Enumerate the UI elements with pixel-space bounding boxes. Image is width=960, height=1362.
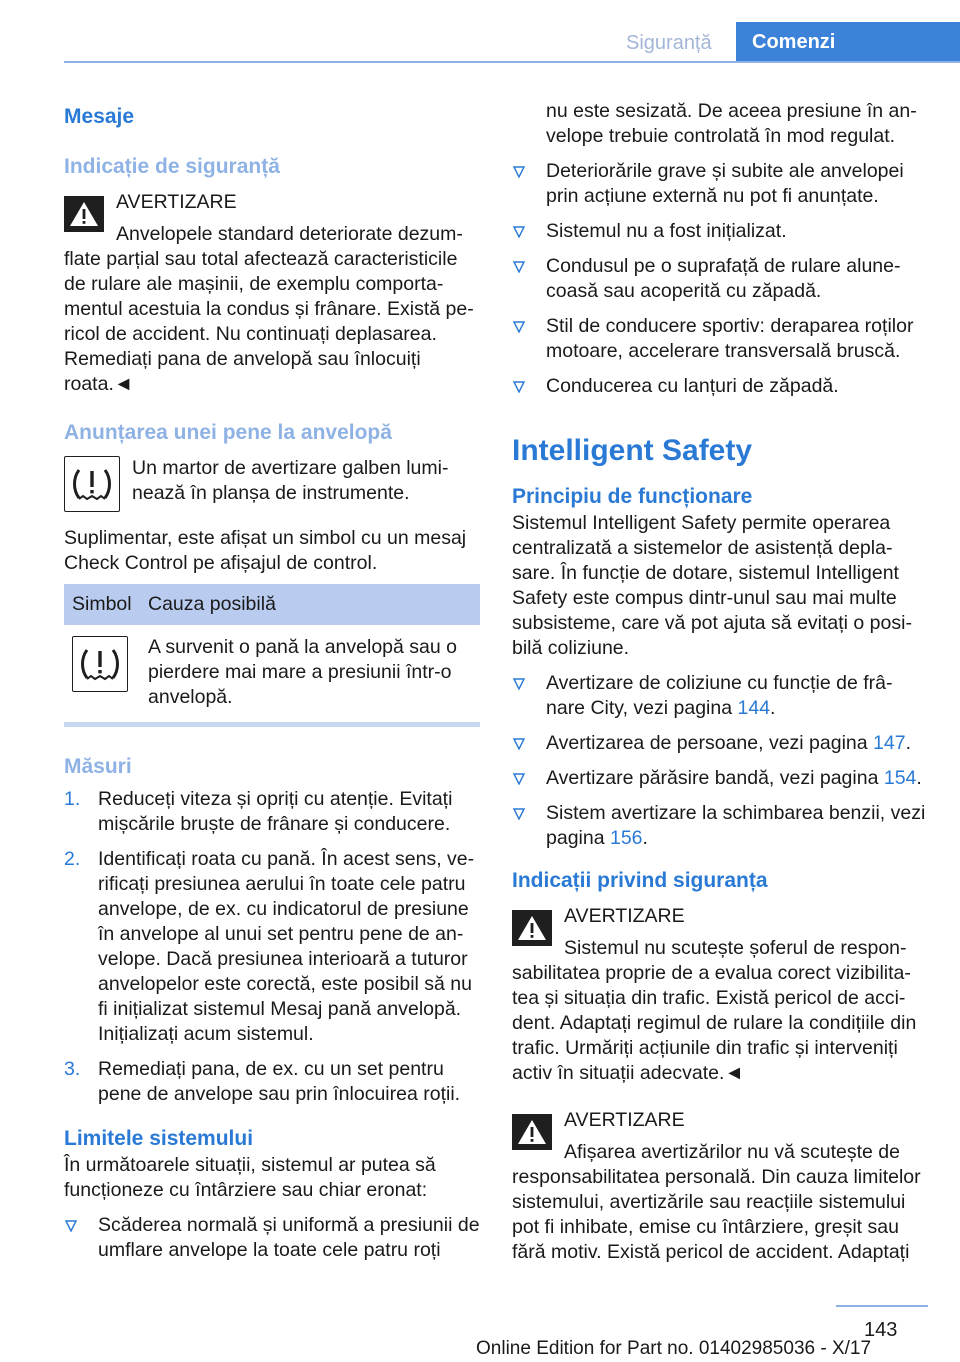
symbol-table: [64, 584, 480, 720]
bullet-triangle-icon: [512, 314, 546, 364]
footer-divider: [836, 1305, 928, 1307]
subsystems-list: [512, 671, 928, 851]
warning-block-1: [64, 190, 480, 397]
bullet-triangle-icon: [512, 671, 546, 721]
list-item: Avertizare părăsire bandă, vezi pagina 154.: [512, 766, 928, 791]
tire-pressure-symbol-icon: [72, 636, 128, 692]
bullet-triangle-icon: [512, 219, 546, 244]
table-bottom-rule: [64, 722, 480, 727]
heading-limitele-sistemului: Limitele sistemului: [64, 1127, 254, 1150]
bullet-triangle-icon: [64, 1213, 98, 1263]
bullet-triangle-icon: [512, 766, 546, 791]
list-item: Conducerea cu lanțuri de zăpadă.: [512, 374, 928, 399]
page-link-147[interactable]: 147: [873, 732, 906, 754]
indicator-description: Un martor de avertizare galben lumi-nează în planșa de instrumente.: [132, 457, 449, 504]
page-number: 143: [864, 1319, 898, 1341]
warning-block-3: [512, 1108, 928, 1265]
heading-anuntare-pana: Anunțarea unei pene la anvelopă: [64, 421, 392, 444]
warning-text: responsabilitatea personală. Din cauza limitelor sistemului, avertizările sau reacțiile sistemului pot fi inhibate, emise cu întârziere, greșit sau fără motiv. Există pericol de accident. Adaptați: [512, 1166, 921, 1263]
heading-mesaje: Mesaje: [64, 105, 135, 128]
warning-text-first-line: Afișarea avertizărilor nu vă scutește de: [564, 1141, 900, 1163]
warning-title: AVERTIZARE: [564, 1109, 685, 1131]
bullet-triangle-icon: [512, 159, 546, 209]
list-item: Avertizare de coliziune cu funcție de frâ-nare City, vezi pagina 144.: [512, 671, 928, 721]
indicator-lamp-row: [64, 456, 480, 512]
heading-intelligent-safety: Intelligent Safety: [512, 434, 753, 467]
limits-list: [64, 1213, 480, 1263]
header-divider: [64, 61, 960, 63]
list-item: Deteriorările grave și subite ale anvelopei prin acțiune externă nu pot fi anunțate.: [512, 159, 928, 209]
table-header-simbol: Simbol: [64, 584, 140, 625]
list-item: Sistem avertizare la schimbarea benzii, vezi pagina 156.: [512, 801, 928, 851]
page-link-144[interactable]: 144: [737, 697, 771, 719]
warning-triangle-icon: [512, 910, 552, 946]
heading-principiu-functionare: Principiu de funcționare: [512, 485, 753, 508]
limits-list-continued: [512, 159, 928, 399]
table-header-cauza: Cauza posibilă: [140, 584, 480, 625]
header-chapter-tab: Comenzi: [736, 22, 960, 62]
warning-text: flate parțial sau total afectează caracteristicile de rulare ale mașinii, de exemplu comporta-mentul acestuia la condus și frânare. Există pe-ricol de accident. Nu continuați deplasarea. Remediați pana de anvelopă sau înlocuiți roata.◄: [64, 248, 474, 395]
warning-text: sabilitatea proprie de a evalua corect vizibilita-tea și situația din trafic. Există pericol de acci-dent. Adaptați regimul de rulare la condițiile din trafic. Urmăriți acțiunile din trafic și interveniți activ în situații adecvate.◄: [512, 962, 917, 1084]
list-item: 2. Identificați roata cu pană. În acest sens, ve-rificați presiunea aerului în toate cele patru anvelope, de ex. cu indicatorul de presiune în anvelope al unui set pentru pene de an-velope. Dacă presiunea interioară a tuturor anvelopelor este corectă, este posibil să nu fi inițializat sistemul Mesaj pană anvelopă. Inițializați acum sistemul.: [64, 848, 475, 1045]
bullet-triangle-icon: [512, 254, 546, 304]
principle-text: Sistemul Intelligent Safety permite operarea centralizată a sistemelor de asistență depla-sare. În funcție de dotare, sistemul Intelligent Safety este compus dintr-unul sau mai multe subsisteme, care vă pot ajuta să evitați o posi-bilă coliziune.: [512, 512, 912, 659]
bullet-triangle-icon: [512, 731, 546, 756]
tire-pressure-warning-icon: [64, 456, 120, 512]
bullet-triangle-icon: [512, 801, 546, 851]
warning-title: AVERTIZARE: [116, 191, 237, 213]
list-item: Stil de conducere sportiv: deraparea roților motoare, accelerare transversală bruscă.: [512, 314, 928, 364]
steps-list: [64, 787, 480, 1107]
page-link-156[interactable]: 156: [609, 827, 643, 849]
list-item: Condusul pe o suprafață de rulare alune-coasă sau acoperită cu zăpadă.: [512, 254, 928, 304]
right-column: [512, 99, 928, 1265]
limits-intro: În următoarele situații, sistemul ar putea să funcționeze cu întârziere sau chiar eronat:: [64, 1154, 436, 1201]
table-cell-cauza: A survenit o pană la anvelopă sau o pierdere mai mare a presiunii într-o anvelopă.: [148, 636, 457, 708]
warning-text-first-line: Sistemul nu scutește șoferul de respon-: [564, 937, 907, 959]
warning-title: AVERTIZARE: [564, 905, 685, 927]
bullet-triangle-icon: [512, 374, 546, 399]
list-item: 3. Remediați pana, de ex. cu un set pentru pene de anvelope sau prin înlocuirea roții.: [64, 1058, 461, 1105]
header-section-title: Siguranță: [626, 32, 712, 54]
list-item: Sistemul nu a fost inițializat.: [512, 219, 928, 244]
supplementary-text: Suplimentar, este afișat un simbol cu un mesaj Check Control pe afișajul de control.: [64, 527, 467, 574]
heading-indicatii-siguranta: Indicații privind siguranța: [512, 869, 768, 892]
table-row: [64, 625, 480, 720]
warning-triangle-icon: [64, 196, 104, 232]
heading-indicatie-siguranta: Indicație de siguranță: [64, 155, 280, 178]
warning-triangle-icon: [512, 1114, 552, 1150]
list-item: Scăderea normală și uniformă a presiunii de umflare anvelope la toate cele patru roți: [64, 1213, 480, 1263]
left-column: [64, 100, 480, 1273]
warning-text-first-line: Anvelopele standard deteriorate dezum-: [116, 223, 463, 245]
list-item: 1. Reduceți viteza și opriți cu atenție. Evitați mișcările bruște de frânare și conducere.: [64, 788, 453, 835]
heading-masuri: Măsuri: [64, 755, 132, 778]
edition-footer: Online Edition for Part no. 01402985036 - X/17: [476, 1338, 872, 1359]
page-link-154[interactable]: 154: [883, 767, 917, 789]
limits-item-continued: nu este sesizată. De aceea presiune în an-velope trebuie controlată în mod regulat.: [546, 100, 917, 147]
warning-block-2: [512, 904, 928, 1086]
list-item: Avertizarea de persoane, vezi pagina 147.: [512, 731, 928, 756]
